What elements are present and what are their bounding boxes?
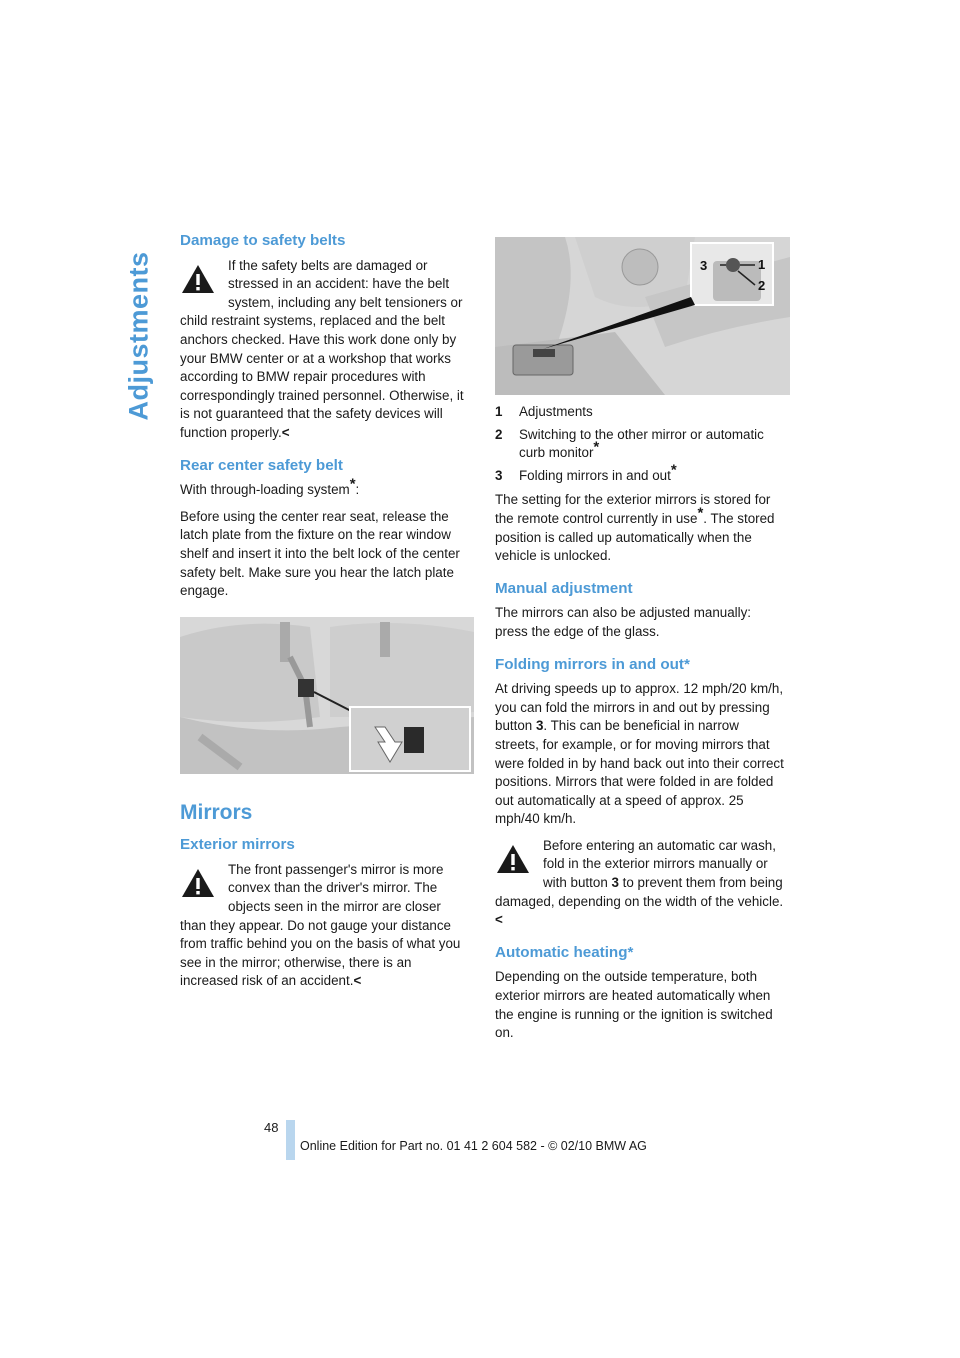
callout-3: 3 [700, 258, 708, 273]
rear-belt-text: Before using the center rear seat, release the latch plate from the fixture on the rear window shelf and insert it into the belt lock of the center safety belt. Make sure you hear the latch plate engage. [180, 508, 460, 599]
warning-icon [495, 843, 531, 875]
damage-heading: Damage to safety belts [180, 232, 346, 249]
exterior-warning [180, 861, 470, 991]
rear-belt-heading: Rear center safety belt [180, 456, 343, 474]
stored-setting-text: The setting for the exterior mirrors is stored for the remote control currently in use*. The stored position is called up automatically when the vehicle is unlocked. [495, 492, 775, 564]
mirror-switch-image [495, 237, 790, 395]
warning-icon [180, 263, 216, 295]
rear-intro: With through-loading system [180, 482, 350, 498]
folding-heading: Folding mirrors in and out* [495, 655, 690, 673]
chapter-side-tab [123, 230, 154, 421]
left-column: Damage to safety belts If the safety belts are damaged or stressed in an accident: have the belt system, including any belt tensioners or child restraint systems, replaced and the belt anchors checked. Have this work done only by your BMW center or at a workshop that works according to BMW repair procedures with correspondingly trained personnel. Otherwise, it is not guaranteed that the safety devices will function properly.< Rear center safety belt With through-loading system*: Before using the center rear seat, release the latch plate from the fixture on the rear window shelf and insert it into the belt lock of the center safety belt. Make sure you hear the latch plate engage. Mirrors Exterior mirrors The front passenger's mirror is more convex than the driver's mirror. The objects seen in the mirror are closer than they appear. Do not gauge your distance from traffic behind you on the basis of what you see in the mirror; otherwise, there is an increased risk of an accident.< [180, 232, 470, 999]
list-item: 3 Folding mirrors in and out* [495, 461, 677, 483]
end-marker: < [495, 912, 503, 928]
folding-text: At driving speeds up to approx. 12 mph/20 km/h, you can fold the mirrors in and out by pressing button 3. This can be beneficial in narrow streets, for example, or for moving mirrors that were folded in by hand back out into their correct positions. Mirrors that were folded in are folded out automatically at a speed of approx. 25 mph/40 km/h. [495, 681, 784, 827]
optional-star: * [349, 475, 356, 493]
page-number: 48 [264, 1120, 279, 1135]
end-marker: < [281, 424, 290, 440]
list-item: 1 Adjustments [495, 404, 593, 419]
footer-bar [286, 1120, 295, 1160]
mirror-switch-illustration [495, 237, 790, 395]
heating-text: Depending on the outside temperature, both exterior mirrors are heated automatically when the engine is running or the ignition is switched on. [495, 969, 773, 1041]
manual-text: The mirrors can also be adjusted manually: press the edge of the glass. [495, 605, 752, 639]
mirrors-heading: Mirrors [180, 800, 253, 824]
legend-list [495, 403, 785, 485]
damage-warning [180, 257, 470, 443]
damage-text: If the safety belts are damaged or stressed in an accident: have the belt system, including any belt tensioners or child restraint systems, replaced and the belt anchors checked. Have this work done only by your BMW center or at a workshop that works according to BMW repair procedures with correspondingly trained personnel. Otherwise, it is not guaranteed that the safety devices will function properly. [180, 257, 464, 440]
right-column [495, 237, 785, 1051]
chapter-title: Adjustments [123, 251, 154, 421]
warning-icon [180, 867, 216, 899]
rear-seat-belt-image [180, 617, 474, 774]
car-wash-warning: Before entering an automatic car wash, fold in the exterior mirrors manually or with button 3 to prevent them from being damaged, depending on the width of the vehicle.< [495, 837, 784, 928]
exterior-text: The front passenger's mirror is more convex than the driver's mirror. The objects seen in the mirror are closer than they appear. Do not gauge your distance from traffic behind you on the basis of what you see in the mirror; otherwise, there is an increased risk of an accident. [180, 861, 461, 989]
heating-heading: Automatic heating* [495, 943, 634, 961]
callout-1: 1 [758, 257, 766, 272]
exterior-mirrors-heading: Exterior mirrors [180, 836, 295, 854]
rear-seat-illustration [180, 617, 474, 774]
list-item: 2 Switching to the other mirror or automatic curb monitor* [495, 426, 764, 461]
callout-2: 2 [758, 278, 766, 293]
footer-text: Online Edition for Part no. 01 41 2 604 582 - © 02/10 BMW AG [300, 1139, 647, 1153]
end-marker: < [353, 973, 362, 989]
manual-adjustment-heading: Manual adjustment [495, 579, 633, 597]
